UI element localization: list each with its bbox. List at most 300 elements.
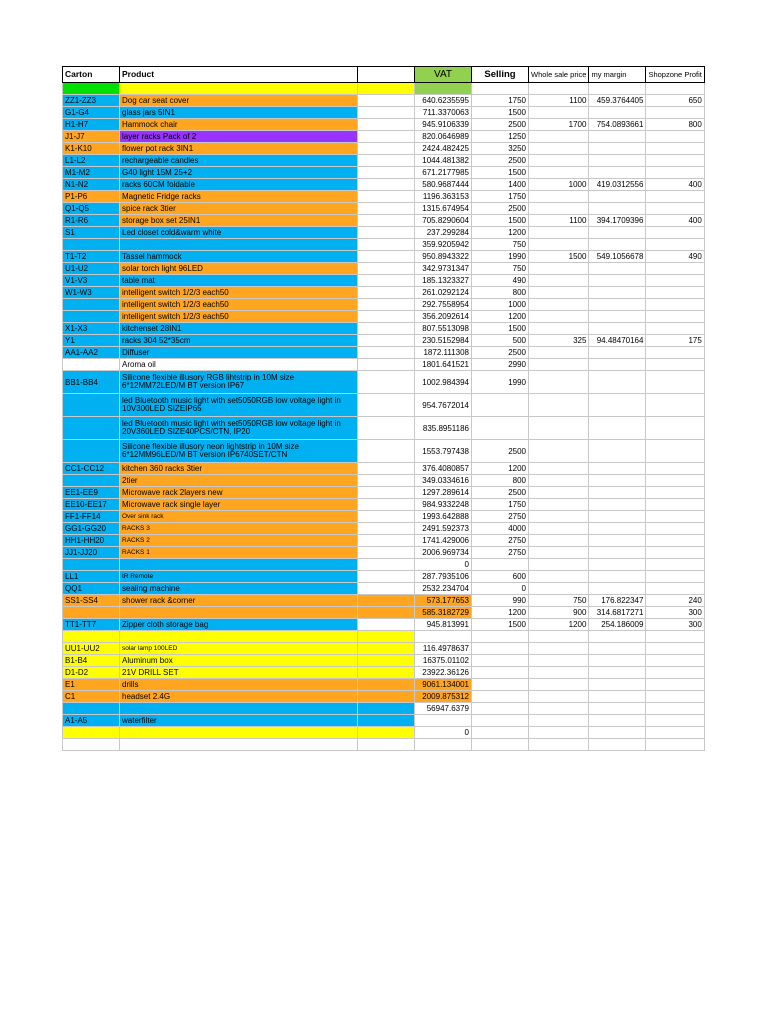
cell-vat[interactable]: 0 [415, 559, 472, 571]
cell-wholesale-price[interactable] [529, 499, 589, 511]
cell-blank[interactable] [358, 311, 415, 323]
cell-carton[interactable]: S1 [63, 227, 120, 239]
cell-wholesale-price[interactable] [529, 203, 589, 215]
cell-wholesale-price[interactable] [529, 143, 589, 155]
cell-shopzone-profit[interactable] [646, 394, 704, 417]
cell-vat[interactable]: 950.8943322 [415, 251, 472, 263]
cell-selling[interactable]: 2750 [472, 511, 529, 523]
cell-blank[interactable] [358, 155, 415, 167]
cell-my-margin[interactable] [589, 227, 646, 239]
cell-shopzone-profit[interactable] [646, 227, 704, 239]
cell-selling[interactable]: 4000 [472, 523, 529, 535]
cell-vat[interactable]: 945.813991 [415, 619, 472, 631]
cell-carton[interactable] [63, 475, 120, 487]
cell-selling[interactable]: 2500 [472, 155, 529, 167]
cell-wholesale-price[interactable] [529, 487, 589, 499]
cell-selling[interactable]: 500 [472, 335, 529, 347]
cell-wholesale-price[interactable] [529, 131, 589, 143]
cell-vat[interactable]: 56947.6379 [415, 703, 472, 715]
cell-my-margin[interactable] [589, 143, 646, 155]
cell-product[interactable]: Aluminum box [120, 655, 358, 667]
cell-product[interactable]: Hammock chair [120, 119, 358, 131]
cell-product[interactable]: waterfilter [120, 715, 358, 727]
cell-product[interactable]: solar torch light 96LED [120, 263, 358, 275]
cell-vat[interactable]: 1002.984394 [415, 371, 472, 394]
cell-vat[interactable] [415, 83, 472, 95]
cell-carton[interactable]: Q1-Q5 [63, 203, 120, 215]
cell-wholesale-price[interactable] [529, 359, 589, 371]
cell-my-margin[interactable] [589, 667, 646, 679]
cell-vat[interactable]: 1993.642888 [415, 511, 472, 523]
cell-vat[interactable]: 1872.111308 [415, 347, 472, 359]
cell-shopzone-profit[interactable] [646, 263, 704, 275]
header-blank[interactable] [358, 67, 415, 83]
cell-shopzone-profit[interactable] [646, 643, 704, 655]
cell-carton[interactable] [63, 417, 120, 440]
cell-product[interactable]: RACKS 3 [120, 523, 358, 535]
cell-my-margin[interactable] [589, 655, 646, 667]
cell-carton[interactable] [63, 359, 120, 371]
cell-carton[interactable]: V1-V3 [63, 275, 120, 287]
cell-carton[interactable]: J1-J7 [63, 131, 120, 143]
cell-shopzone-profit[interactable] [646, 715, 704, 727]
cell-product[interactable]: Microwave rack 2layers new [120, 487, 358, 499]
cell-carton[interactable]: R1-R6 [63, 215, 120, 227]
cell-shopzone-profit[interactable] [646, 583, 704, 595]
header-vat[interactable]: VAT [415, 67, 472, 83]
cell-product[interactable] [120, 83, 358, 95]
cell-my-margin[interactable] [589, 535, 646, 547]
cell-blank[interactable] [358, 667, 415, 679]
cell-wholesale-price[interactable] [529, 440, 589, 463]
cell-carton[interactable]: GG1-GG20 [63, 523, 120, 535]
cell-product[interactable]: storage box set 25IN1 [120, 215, 358, 227]
cell-my-margin[interactable] [589, 203, 646, 215]
cell-my-margin[interactable] [589, 511, 646, 523]
cell-wholesale-price[interactable] [529, 239, 589, 251]
cell-shopzone-profit[interactable] [646, 739, 704, 751]
cell-vat[interactable]: 356.2092614 [415, 311, 472, 323]
cell-product[interactable]: intelligent switch 1/2/3 each50 [120, 287, 358, 299]
cell-blank[interactable] [358, 95, 415, 107]
cell-wholesale-price[interactable]: 325 [529, 335, 589, 347]
cell-product[interactable]: spice rack 3tier [120, 203, 358, 215]
cell-wholesale-price[interactable]: 1100 [529, 95, 589, 107]
cell-my-margin[interactable]: 419.0312556 [589, 179, 646, 191]
cell-vat[interactable]: 580.9687444 [415, 179, 472, 191]
cell-carton[interactable]: U1-U2 [63, 263, 120, 275]
cell-carton[interactable] [63, 739, 120, 751]
cell-vat[interactable]: 1297.289614 [415, 487, 472, 499]
cell-my-margin[interactable] [589, 739, 646, 751]
cell-selling[interactable] [472, 559, 529, 571]
cell-my-margin[interactable] [589, 83, 646, 95]
cell-selling[interactable]: 1990 [472, 371, 529, 394]
cell-blank[interactable] [358, 263, 415, 275]
cell-vat[interactable]: 342.9731347 [415, 263, 472, 275]
cell-shopzone-profit[interactable] [646, 131, 704, 143]
cell-carton[interactable]: G1-G4 [63, 107, 120, 119]
cell-my-margin[interactable] [589, 559, 646, 571]
cell-vat[interactable]: 23922.36126 [415, 667, 472, 679]
cell-product[interactable]: shower rack &corner [120, 595, 358, 607]
cell-carton[interactable]: TT1-TT7 [63, 619, 120, 631]
cell-product[interactable]: intelligent switch 1/2/3 each50 [120, 311, 358, 323]
header-carton[interactable]: Carton [63, 67, 120, 83]
cell-vat[interactable]: 0 [415, 727, 472, 739]
cell-product[interactable]: RACKS 2 [120, 535, 358, 547]
cell-blank[interactable] [358, 167, 415, 179]
cell-vat[interactable]: 16375.01102 [415, 655, 472, 667]
cell-my-margin[interactable] [589, 475, 646, 487]
cell-carton[interactable]: N1-N2 [63, 179, 120, 191]
cell-selling[interactable]: 2990 [472, 359, 529, 371]
cell-blank[interactable] [358, 487, 415, 499]
cell-blank[interactable] [358, 559, 415, 571]
cell-carton[interactable]: CC1-CC12 [63, 463, 120, 475]
cell-carton[interactable]: T1-T2 [63, 251, 120, 263]
cell-wholesale-price[interactable] [529, 667, 589, 679]
cell-vat[interactable]: 711.3370063 [415, 107, 472, 119]
cell-wholesale-price[interactable]: 900 [529, 607, 589, 619]
cell-product[interactable]: Aroma oil [120, 359, 358, 371]
cell-shopzone-profit[interactable] [646, 511, 704, 523]
cell-blank[interactable] [358, 215, 415, 227]
cell-shopzone-profit[interactable] [646, 727, 704, 739]
cell-selling[interactable]: 0 [472, 583, 529, 595]
cell-product[interactable]: Diffuser [120, 347, 358, 359]
cell-shopzone-profit[interactable] [646, 323, 704, 335]
cell-wholesale-price[interactable] [529, 547, 589, 559]
cell-carton[interactable] [63, 394, 120, 417]
cell-product[interactable]: drills [120, 679, 358, 691]
cell-selling[interactable]: 1200 [472, 463, 529, 475]
cell-my-margin[interactable] [589, 547, 646, 559]
cell-shopzone-profit[interactable] [646, 371, 704, 394]
cell-shopzone-profit[interactable] [646, 155, 704, 167]
cell-product[interactable]: IR Remote [120, 571, 358, 583]
cell-blank[interactable] [358, 335, 415, 347]
cell-carton[interactable]: LL1 [63, 571, 120, 583]
cell-carton[interactable]: L1-L2 [63, 155, 120, 167]
cell-blank[interactable] [358, 511, 415, 523]
cell-carton[interactable] [63, 440, 120, 463]
cell-product[interactable]: rechargeable candles [120, 155, 358, 167]
cell-blank[interactable] [358, 679, 415, 691]
cell-shopzone-profit[interactable] [646, 107, 704, 119]
cell-blank[interactable] [358, 83, 415, 95]
cell-blank[interactable] [358, 275, 415, 287]
cell-wholesale-price[interactable] [529, 535, 589, 547]
cell-wholesale-price[interactable] [529, 571, 589, 583]
cell-blank[interactable] [358, 417, 415, 440]
cell-wholesale-price[interactable] [529, 167, 589, 179]
cell-blank[interactable] [358, 239, 415, 251]
cell-my-margin[interactable] [589, 631, 646, 643]
cell-carton[interactable]: K1-K10 [63, 143, 120, 155]
cell-selling[interactable] [472, 727, 529, 739]
cell-blank[interactable] [358, 715, 415, 727]
cell-vat[interactable]: 585.3182729 [415, 607, 472, 619]
cell-blank[interactable] [358, 739, 415, 751]
cell-selling[interactable]: 1200 [472, 311, 529, 323]
cell-vat[interactable]: 945.9106339 [415, 119, 472, 131]
cell-blank[interactable] [358, 179, 415, 191]
cell-product[interactable]: kitchen 360 racks 3tier [120, 463, 358, 475]
cell-wholesale-price[interactable] [529, 655, 589, 667]
cell-carton[interactable]: C1 [63, 691, 120, 703]
cell-blank[interactable] [358, 227, 415, 239]
cell-blank[interactable] [358, 347, 415, 359]
cell-selling[interactable]: 600 [472, 571, 529, 583]
cell-wholesale-price[interactable] [529, 311, 589, 323]
cell-shopzone-profit[interactable] [646, 523, 704, 535]
cell-my-margin[interactable]: 394.1709396 [589, 215, 646, 227]
cell-blank[interactable] [358, 475, 415, 487]
cell-wholesale-price[interactable] [529, 643, 589, 655]
cell-carton[interactable]: P1-P6 [63, 191, 120, 203]
cell-shopzone-profit[interactable] [646, 475, 704, 487]
cell-my-margin[interactable] [589, 571, 646, 583]
cell-blank[interactable] [358, 107, 415, 119]
cell-wholesale-price[interactable] [529, 323, 589, 335]
cell-vat[interactable]: 2491.592373 [415, 523, 472, 535]
cell-my-margin[interactable] [589, 323, 646, 335]
cell-product[interactable]: layer racks Pack of 2 [120, 131, 358, 143]
cell-shopzone-profit[interactable]: 400 [646, 215, 704, 227]
cell-selling[interactable]: 1750 [472, 499, 529, 511]
cell-wholesale-price[interactable] [529, 263, 589, 275]
cell-blank[interactable] [358, 631, 415, 643]
cell-carton[interactable]: B1-B4 [63, 655, 120, 667]
cell-vat[interactable]: 2009.875312 [415, 691, 472, 703]
cell-shopzone-profit[interactable] [646, 487, 704, 499]
cell-vat[interactable]: 1315.674954 [415, 203, 472, 215]
cell-vat[interactable]: 359.9205942 [415, 239, 472, 251]
cell-shopzone-profit[interactable] [646, 191, 704, 203]
cell-blank[interactable] [358, 643, 415, 655]
cell-carton[interactable] [63, 299, 120, 311]
cell-product[interactable]: Dog car seat cover [120, 95, 358, 107]
cell-shopzone-profit[interactable]: 300 [646, 619, 704, 631]
cell-vat[interactable]: 2006.969734 [415, 547, 472, 559]
cell-shopzone-profit[interactable] [646, 83, 704, 95]
cell-wholesale-price[interactable] [529, 703, 589, 715]
cell-shopzone-profit[interactable]: 800 [646, 119, 704, 131]
cell-shopzone-profit[interactable] [646, 655, 704, 667]
cell-shopzone-profit[interactable] [646, 559, 704, 571]
cell-product[interactable]: glass jars 5IN1 [120, 107, 358, 119]
cell-vat[interactable]: 640.6235595 [415, 95, 472, 107]
cell-carton[interactable]: BB1-BB4 [63, 371, 120, 394]
cell-wholesale-price[interactable] [529, 559, 589, 571]
cell-my-margin[interactable]: 549.1056678 [589, 251, 646, 263]
cell-wholesale-price[interactable]: 1000 [529, 179, 589, 191]
cell-blank[interactable] [358, 191, 415, 203]
cell-blank[interactable] [358, 371, 415, 394]
cell-selling[interactable] [472, 679, 529, 691]
cell-wholesale-price[interactable] [529, 299, 589, 311]
cell-product[interactable]: led Bluetooth music light with set5050RGB low voltage light in 20V360LED SIZE40PCS/CTN, IP20 [120, 417, 358, 440]
cell-shopzone-profit[interactable] [646, 167, 704, 179]
cell-my-margin[interactable] [589, 679, 646, 691]
cell-selling[interactable]: 800 [472, 287, 529, 299]
cell-product[interactable]: Tassel hammock [120, 251, 358, 263]
cell-shopzone-profit[interactable] [646, 679, 704, 691]
cell-blank[interactable] [358, 251, 415, 263]
cell-vat[interactable]: 237.299284 [415, 227, 472, 239]
cell-shopzone-profit[interactable] [646, 535, 704, 547]
cell-my-margin[interactable] [589, 359, 646, 371]
cell-selling[interactable]: 1400 [472, 179, 529, 191]
cell-vat[interactable]: 671.2177985 [415, 167, 472, 179]
cell-my-margin[interactable] [589, 691, 646, 703]
cell-carton[interactable] [63, 311, 120, 323]
cell-wholesale-price[interactable]: 1100 [529, 215, 589, 227]
cell-carton[interactable]: W1-W3 [63, 287, 120, 299]
cell-product[interactable]: intelligent switch 1/2/3 each50 [120, 299, 358, 311]
cell-carton[interactable]: A1-A5 [63, 715, 120, 727]
cell-blank[interactable] [358, 499, 415, 511]
cell-vat[interactable]: 9061.134001 [415, 679, 472, 691]
cell-product[interactable] [120, 239, 358, 251]
cell-wholesale-price[interactable] [529, 583, 589, 595]
cell-my-margin[interactable] [589, 287, 646, 299]
cell-product[interactable]: Silicone flexible illusory RGB lihtstrip in 10M size 6*12MM72LED/M BT version IP67 [120, 371, 358, 394]
cell-my-margin[interactable] [589, 394, 646, 417]
cell-shopzone-profit[interactable] [646, 417, 704, 440]
cell-vat[interactable] [415, 631, 472, 643]
cell-selling[interactable] [472, 739, 529, 751]
cell-my-margin[interactable] [589, 440, 646, 463]
cell-shopzone-profit[interactable] [646, 239, 704, 251]
cell-blank[interactable] [358, 607, 415, 619]
cell-my-margin[interactable] [589, 487, 646, 499]
cell-carton[interactable]: UU1-UU2 [63, 643, 120, 655]
cell-shopzone-profit[interactable] [646, 440, 704, 463]
cell-shopzone-profit[interactable] [646, 287, 704, 299]
cell-my-margin[interactable] [589, 463, 646, 475]
cell-wholesale-price[interactable]: 1200 [529, 619, 589, 631]
cell-shopzone-profit[interactable] [646, 571, 704, 583]
cell-carton[interactable] [63, 607, 120, 619]
cell-carton[interactable]: EE1-EE9 [63, 487, 120, 499]
cell-carton[interactable]: EE10-EE17 [63, 499, 120, 511]
cell-blank[interactable] [358, 203, 415, 215]
cell-selling[interactable]: 2500 [472, 347, 529, 359]
cell-product[interactable]: Zipper cloth storage bag [120, 619, 358, 631]
cell-selling[interactable]: 1250 [472, 131, 529, 143]
cell-my-margin[interactable] [589, 727, 646, 739]
cell-blank[interactable] [358, 119, 415, 131]
cell-vat[interactable]: 1044.481382 [415, 155, 472, 167]
cell-wholesale-price[interactable] [529, 475, 589, 487]
cell-wholesale-price[interactable] [529, 227, 589, 239]
cell-shopzone-profit[interactable] [646, 359, 704, 371]
cell-vat[interactable]: 820.0646989 [415, 131, 472, 143]
cell-product[interactable]: RACKS 1 [120, 547, 358, 559]
cell-carton[interactable] [63, 703, 120, 715]
cell-selling[interactable]: 1200 [472, 227, 529, 239]
cell-carton[interactable]: M1-M2 [63, 167, 120, 179]
cell-selling[interactable]: 490 [472, 275, 529, 287]
cell-blank[interactable] [358, 727, 415, 739]
cell-wholesale-price[interactable] [529, 523, 589, 535]
cell-shopzone-profit[interactable] [646, 463, 704, 475]
cell-blank[interactable] [358, 287, 415, 299]
cell-shopzone-profit[interactable] [646, 499, 704, 511]
cell-my-margin[interactable] [589, 347, 646, 359]
cell-vat[interactable]: 807.5513098 [415, 323, 472, 335]
cell-vat[interactable]: 1801.641521 [415, 359, 472, 371]
cell-product[interactable]: G40 light 15M 25+2 [120, 167, 358, 179]
cell-blank[interactable] [358, 571, 415, 583]
cell-my-margin[interactable]: 314.6817271 [589, 607, 646, 619]
cell-blank[interactable] [358, 440, 415, 463]
cell-selling[interactable]: 800 [472, 475, 529, 487]
cell-shopzone-profit[interactable] [646, 311, 704, 323]
cell-shopzone-profit[interactable] [646, 299, 704, 311]
cell-wholesale-price[interactable] [529, 739, 589, 751]
cell-product[interactable]: Magnetic Fridge racks [120, 191, 358, 203]
cell-vat[interactable]: 2424.482425 [415, 143, 472, 155]
cell-carton[interactable]: X1-X3 [63, 323, 120, 335]
cell-selling[interactable]: 1500 [472, 215, 529, 227]
cell-carton[interactable]: Y1 [63, 335, 120, 347]
cell-wholesale-price[interactable] [529, 727, 589, 739]
cell-vat[interactable]: 954.7672014 [415, 394, 472, 417]
cell-wholesale-price[interactable] [529, 371, 589, 394]
cell-selling[interactable] [472, 83, 529, 95]
cell-vat[interactable]: 376.4080857 [415, 463, 472, 475]
cell-my-margin[interactable] [589, 715, 646, 727]
cell-my-margin[interactable]: 459.3764405 [589, 95, 646, 107]
cell-carton[interactable]: ZZ1-ZZ3 [63, 95, 120, 107]
cell-selling[interactable]: 2500 [472, 487, 529, 499]
cell-product[interactable] [120, 631, 358, 643]
cell-wholesale-price[interactable] [529, 83, 589, 95]
cell-blank[interactable] [358, 131, 415, 143]
cell-wholesale-price[interactable] [529, 715, 589, 727]
cell-carton[interactable]: JJ1-JJ20 [63, 547, 120, 559]
cell-product[interactable] [120, 727, 358, 739]
cell-blank[interactable] [358, 595, 415, 607]
cell-vat[interactable]: 287.7935106 [415, 571, 472, 583]
header-wholesale-price[interactable]: Whole sale price [529, 67, 589, 83]
cell-selling[interactable]: 2500 [472, 203, 529, 215]
cell-blank[interactable] [358, 143, 415, 155]
cell-vat[interactable]: 116.4978637 [415, 643, 472, 655]
cell-shopzone-profit[interactable]: 650 [646, 95, 704, 107]
header-selling[interactable]: Selling [472, 67, 529, 83]
cell-shopzone-profit[interactable] [646, 143, 704, 155]
cell-selling[interactable]: 3250 [472, 143, 529, 155]
cell-my-margin[interactable] [589, 371, 646, 394]
cell-wholesale-price[interactable]: 750 [529, 595, 589, 607]
cell-shopzone-profit[interactable] [646, 703, 704, 715]
cell-carton[interactable] [63, 239, 120, 251]
cell-selling[interactable]: 2750 [472, 547, 529, 559]
cell-vat[interactable]: 2532.234704 [415, 583, 472, 595]
cell-vat[interactable] [415, 739, 472, 751]
cell-product[interactable] [120, 703, 358, 715]
cell-wholesale-price[interactable]: 1500 [529, 251, 589, 263]
cell-wholesale-price[interactable] [529, 463, 589, 475]
cell-selling[interactable] [472, 715, 529, 727]
cell-shopzone-profit[interactable] [646, 631, 704, 643]
header-product[interactable]: Product [120, 67, 358, 83]
cell-blank[interactable] [358, 619, 415, 631]
